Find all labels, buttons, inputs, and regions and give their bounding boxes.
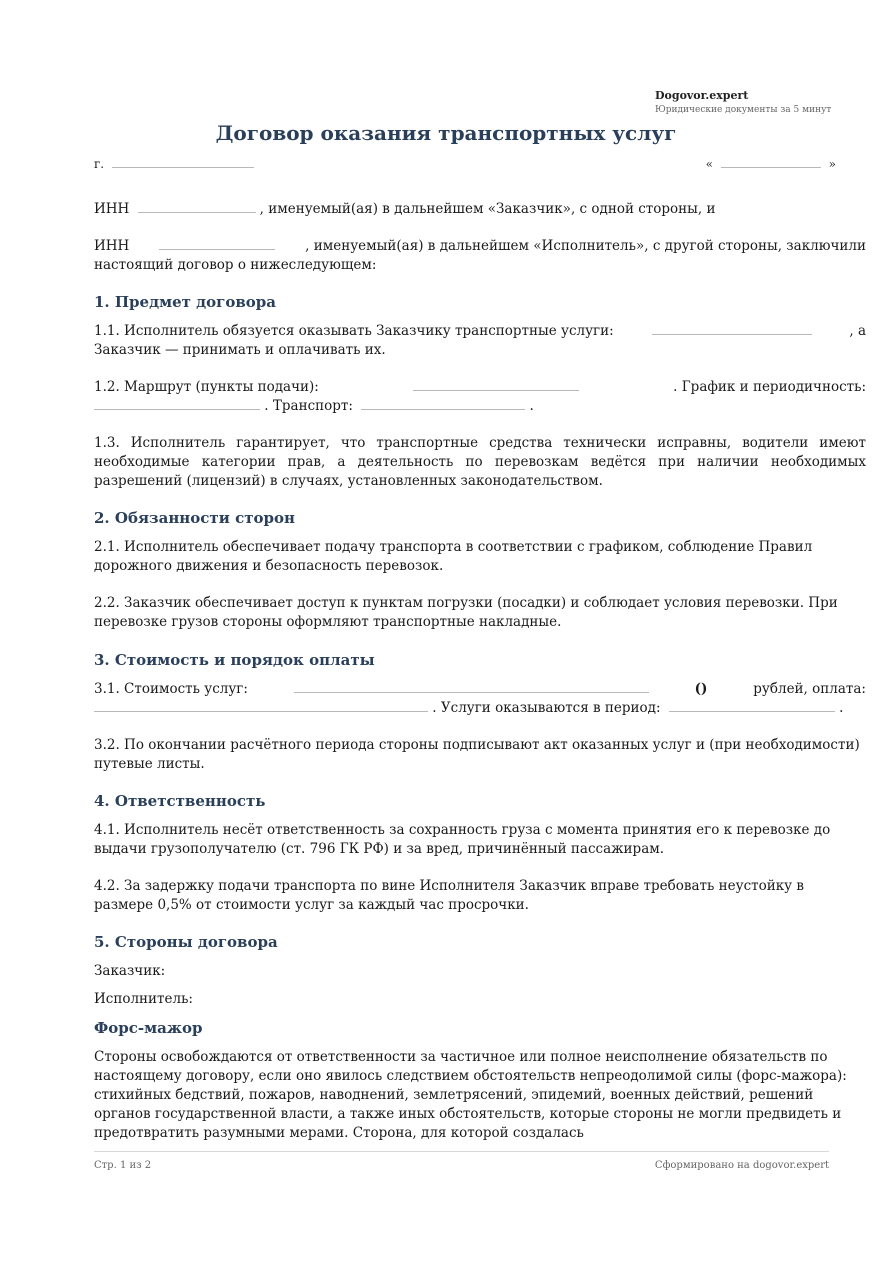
section4-heading: 4. Ответственность: [94, 792, 266, 810]
clause-3-1-text-a: 3.1. Стоимость услуг:: [94, 681, 248, 697]
clause-2-1: 2.1. Исполнитель обеспечивает подачу транспорта в соответствии с графиком, соблюдение Правил дорожного движения и безопасность перевозок.: [94, 539, 813, 574]
clause-1-2-text-d: .: [529, 398, 534, 414]
brand-block: [655, 88, 855, 117]
city-field: [94, 155, 254, 171]
clause-1-1-text-c: Заказчик — принимать и оплачивать их.: [94, 342, 386, 358]
party1-inn-blank: [138, 200, 256, 213]
city-blank: [112, 155, 254, 168]
clause-2-2: 2.2. Заказчик обеспечивает доступ к пунктам погрузки (посадки) и соблюдает условия перевозки. При перевозке грузов стороны оформляют транспортные накладные.: [94, 595, 838, 630]
clause-3-1-text-d: . Услуги оказываются в период:: [432, 700, 661, 716]
schedule-blank: [94, 397, 260, 410]
clause-3-1-line2: [94, 699, 866, 718]
date-blank: [721, 155, 821, 168]
clause-1-2: [94, 378, 866, 416]
force-majeure-text: Стороны освобождаются от ответственности за частичное или полное неисполнение обязательств по настоящему договору, если оно явилось следствием обстоятельств непреодолимой силы (форс-мажора): стихийных бедствий, пожаров, наводнений, землетрясений, эпидемий, военных действий, решений органов государственной власти, а также иных обстоятельств, которые стороны не могли предвидеть и предотвратить разумными мерами. Сторона, для которой создалась: [94, 1049, 847, 1141]
clause-1-2-line1: [94, 378, 866, 397]
price-blank: [294, 680, 649, 693]
clause-4-2: 4.2. За задержку подачи транспорта по вине Исполнителя Заказчик вправе требовать неустойку в размере 0,5% от стоимости услуг за каждый час просрочки.: [94, 878, 805, 913]
clause-3-1-text-c: рублей, оплата:: [753, 681, 866, 697]
party1-line: [94, 200, 866, 219]
clause-1-3: 1.3. Исполнитель гарантирует, что транспортные средства технически исправны, водители имеют необходимые категории прав, а деятельность по перевозкам ведётся при наличии необходимых разрешений (лицензий) в случаях, установленных законодательством.: [94, 435, 866, 489]
route-blank: [413, 378, 579, 391]
party1-inn-label: ИНН: [94, 201, 130, 217]
party2-line1: [94, 237, 866, 256]
date-open-quote: «: [705, 157, 713, 171]
clause-3-2: 3.2. По окончании расчётного периода стороны подписывают акт оказанных услуг и (при необходимости) путевые листы.: [94, 737, 860, 772]
party2-text1: , именуемый(ая) в дальнейшем «Исполнитель», с другой стороны, заключили: [305, 238, 866, 254]
city-date-row: [94, 155, 836, 171]
party2-text2: настоящий договор о нижеследующем:: [94, 257, 377, 273]
clause-3-1: [94, 680, 866, 718]
period-blank: [669, 699, 835, 712]
clause-1-1: [94, 322, 866, 360]
clause-1-1-text-a: 1.1. Исполнитель обязуется оказывать Заказчику транспортные услуги:: [94, 323, 614, 339]
party2-block: [94, 237, 866, 275]
price-words-parens: (): [694, 681, 708, 697]
party2-inn-blank: [159, 237, 275, 250]
footer-divider: [94, 1151, 829, 1152]
clause-4-1: 4.1. Исполнитель несёт ответственность за сохранность груза с момента принятия его к перевозке до выдачи грузополучателю (ст. 796 ГК РФ) и за вред, причинённый пассажирам.: [94, 822, 831, 857]
section2-heading: 2. Обязанности сторон: [94, 509, 295, 527]
clause-3-1-text-e: .: [839, 700, 844, 716]
clause-1-1-line1: [94, 322, 866, 341]
clause-1-2-line2: [94, 397, 866, 416]
section3-heading: 3. Стоимость и порядок оплаты: [94, 651, 375, 669]
service-type-blank: [652, 322, 812, 335]
party-contractor-label: Исполнитель:: [94, 991, 193, 1007]
city-label: г.: [94, 157, 105, 171]
clause-1-2-text-b: . График и периодичность:: [673, 379, 866, 395]
brand-name: Dogovor.expert: [655, 89, 749, 102]
section5-heading: 5. Стороны договора: [94, 933, 278, 951]
brand-tagline: Юридические документы за 5 минут: [655, 105, 832, 115]
document-title: Договор оказания транспортных услуг: [215, 121, 677, 145]
clause-1-1-text-b: , а: [849, 323, 866, 339]
date-field: [706, 155, 836, 171]
party1-text: , именуемый(ая) в дальнейшем «Заказчик», с одной стороны, и: [259, 201, 716, 217]
section1-heading: 1. Предмет договора: [94, 293, 276, 311]
clause-1-2-text-c: . Транспорт:: [264, 398, 353, 414]
party-customer-label: Заказчик:: [94, 963, 166, 979]
clause-1-2-text-a: 1.2. Маршрут (пункты подачи):: [94, 379, 319, 395]
force-majeure-heading: Форс-мажор: [94, 1019, 203, 1037]
payment-blank: [94, 699, 428, 712]
party2-inn-label: ИНН: [94, 238, 130, 254]
generated-note: Сформировано на dogovor.expert: [654, 1160, 829, 1171]
date-close-quote: »: [828, 157, 836, 171]
page-number: Стр. 1 из 2: [94, 1160, 152, 1171]
page-footer: [94, 1160, 829, 1171]
transport-blank: [361, 397, 525, 410]
clause-3-1-line1: [94, 680, 866, 699]
